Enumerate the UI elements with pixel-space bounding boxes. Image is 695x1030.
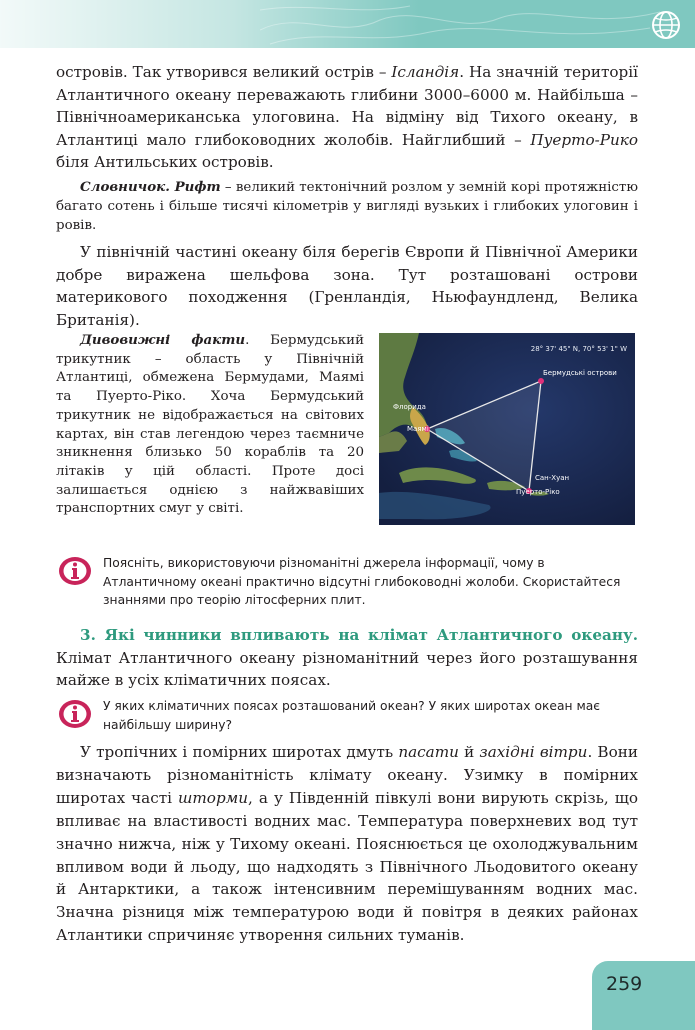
section-climate [56, 624, 638, 692]
glossary-text: – великий тектонічний розлом у земній корі протяжністю багато сотень і більше тисячі кілометрів у вигляді вузьких і глибоких улоговин і ровів. [56, 180, 638, 233]
map-label-florida: Флорида [393, 403, 426, 411]
globe-icon [651, 10, 681, 40]
amazing-facts-label: Дивовижні факти [80, 332, 246, 348]
paragraph-winds [56, 741, 638, 947]
paragraph-depths-text: островів. Так утворився великий острів – Ісландія. На значній території Атлантичного океану переважають глибини 3000–6000 м. Найбільша – Північноамериканська улоговина. На відміну від Тихого океану, в Атлантиці мало глибоководних жолобів. Найглибший – Пуерто-Рико біля Антильських островів. [56, 63, 638, 172]
paragraph-shelf [56, 241, 638, 331]
header-map-decoration [260, 0, 660, 48]
paragraph-shelf-text: У північній частині океану біля берегів Європи й Північної Америки добре виражена шельфова зона. Тут розташовані острови материкового походження (Гренландія, Ньюфаундленд, Велика Британія). [56, 243, 638, 329]
question-box-climate-belts [56, 697, 638, 734]
winds-text-d: , а у Південній півкулі вони вирують скрізь, що впливає на властивості водних мас. Температура поверхневих вод тут значно нижча, ніж у Тихому океані. Пояснюється це охолоджувальним впливом води й льоду, що надходять з Північного Льодовитого океану й Антарктики, а також інтенсивним перемішуванням водних мас. Значна різниця між температурою води й повітря в деяких районах Атлантики спричиняє утворення сильних туманів. [56, 788, 638, 945]
term-trade-winds: пасати [398, 743, 459, 761]
question-box-trenches [56, 554, 638, 610]
term: Ісландія [391, 63, 460, 81]
section-intro-text: Клімат Атлантичного океану різноманітний через його розташування майже в усіх кліматичних поясах. [56, 648, 638, 690]
page-number: 259 [606, 973, 643, 995]
map-label-sanjuan: Сан-Хуан [535, 474, 570, 482]
paragraph-depths [56, 61, 638, 174]
page-number-tab [592, 961, 695, 1030]
map-label-miami: Маямі [407, 425, 429, 433]
info-icon [58, 556, 92, 586]
amazing-facts-text: . Бермудський трикутник – область у Північній Атлантиці, обмежена Бермудами, Маямі та Пуерто-Ріко. Хоча Бермудський трикутник не відображається на світових картах, він став легендою через таємниче зникнення близько 50 кораблів та 20 літаків у цій області. Проте досі залишається однією з найжвавіших транспортних смуг у світі. [56, 333, 364, 517]
section-heading: 3. Які чинники впливають на клімат Атлантичного океану. [80, 626, 638, 644]
term-westerlies: західні вітри [479, 743, 588, 761]
term-storms: шторми [178, 788, 249, 807]
question-climate-belts-text: У яких кліматичних поясах розташований океан? У яких широтах океан має найбільшу ширину? [103, 699, 601, 732]
term: Пуерто-Рико [530, 130, 638, 149]
map-coordinates: 28° 37' 45" N, 70° 53' 1" W [530, 345, 627, 353]
question-trenches-text: Поясніть, використовуючи різноманітні джерела інформації, чому в Атлантичному океані практично відсутні глибоководні жолоби. Скористайтеся знаннями про теорію літосферних плит. [103, 556, 621, 607]
amazing-facts-block [56, 331, 364, 519]
bermuda-triangle-map [379, 333, 635, 525]
glossary-label: Словничок. Рифт [80, 179, 221, 195]
winds-text-c: . Вони визначають різноманітність клімату океану. Узимку в помірних широтах часті [56, 743, 638, 807]
glossary-block [56, 178, 638, 235]
map-label-puertorico: Пуерто-Ріко [516, 488, 560, 496]
winds-text-b: й [458, 743, 480, 761]
info-icon [58, 699, 92, 729]
winds-text-a: У тропічних і помірних широтах дмуть [80, 743, 399, 761]
map-label-bermuda: Бермудські острови [543, 369, 617, 377]
header-bar [0, 0, 695, 48]
